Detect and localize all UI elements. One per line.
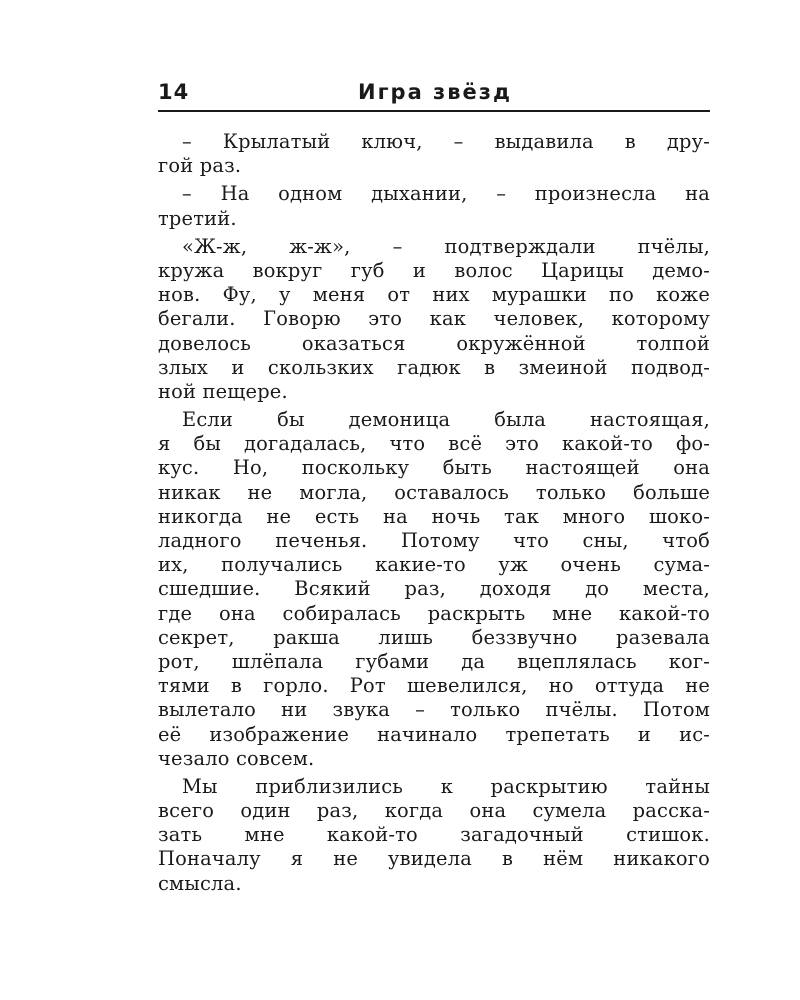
paragraph	[158, 235, 710, 404]
text-line: зать мне какой-то загадочный стишок.	[158, 823, 710, 847]
text-line: гой раз.	[158, 154, 242, 178]
text-line: – Крылатый ключ, – выдавила в дру-	[182, 130, 710, 153]
text-line: смысла.	[158, 871, 242, 895]
paragraph	[158, 130, 710, 178]
text-line: нов. Фу, у меня от них мурашки по коже	[158, 283, 710, 307]
running-title: Игра звёзд	[358, 80, 512, 104]
text-line: секрет, ракша лишь беззвучно разевала	[158, 625, 710, 649]
text-line: никогда не есть на ночь так много шоко-	[158, 504, 710, 528]
text-line: вылетало ни звука – только пчёлы. Потом	[158, 698, 710, 722]
text-line: сшедшие. Всякий раз, доходя до места,	[158, 577, 710, 601]
text-line: где она собиралась раскрыть мне какой-то	[158, 601, 710, 625]
paragraph	[158, 775, 710, 896]
text-body	[158, 130, 710, 896]
page-header	[158, 76, 710, 112]
text-line: третий.	[158, 206, 237, 230]
text-line: никак не могла, оставалось только больше	[158, 480, 710, 504]
text-line: кус. Но, поскольку быть настоящей она	[158, 456, 710, 480]
text-line: рот, шлёпала губами да вцеплялась ког-	[158, 649, 710, 673]
text-line: Мы приблизились к раскрытию тайны	[182, 774, 710, 798]
page-number: 14	[158, 80, 190, 104]
text-line: Поначалу я не увидела в нём никакого	[158, 847, 710, 871]
text-line: злых и скользких гадюк в змеиной подвод-	[158, 355, 710, 379]
text-line: Если бы демоница была настоящая,	[182, 408, 710, 432]
text-line: «Ж-ж, ж-ж», – подтверждали пчёлы,	[182, 234, 710, 258]
text-line: их, получались какие-то уж очень сума-	[158, 553, 710, 577]
text-line: – На одном дыхании, – произнесла на	[182, 182, 710, 206]
text-line: довелось оказаться окружённой толпой	[158, 331, 710, 355]
text-line: кружа вокруг губ и волос Царицы демо-	[158, 258, 710, 282]
text-line: её изображение начинало трепетать и ис-	[158, 722, 710, 746]
text-line: я бы догадалась, что всё это какой-то фо-	[158, 432, 710, 456]
text-line: тями в горло. Рот шевелился, но оттуда не	[158, 674, 710, 698]
paragraph	[158, 408, 710, 771]
text-line: ной пещере.	[158, 379, 288, 403]
text-line: всего один раз, когда она сумела расска-	[158, 799, 710, 823]
paragraph	[158, 182, 710, 230]
text-line: бегали. Говорю это как человек, которому	[158, 307, 710, 331]
text-line: ладного печенья. Потому что сны, чтоб	[158, 529, 710, 552]
text-line: чезало совсем.	[158, 746, 315, 770]
